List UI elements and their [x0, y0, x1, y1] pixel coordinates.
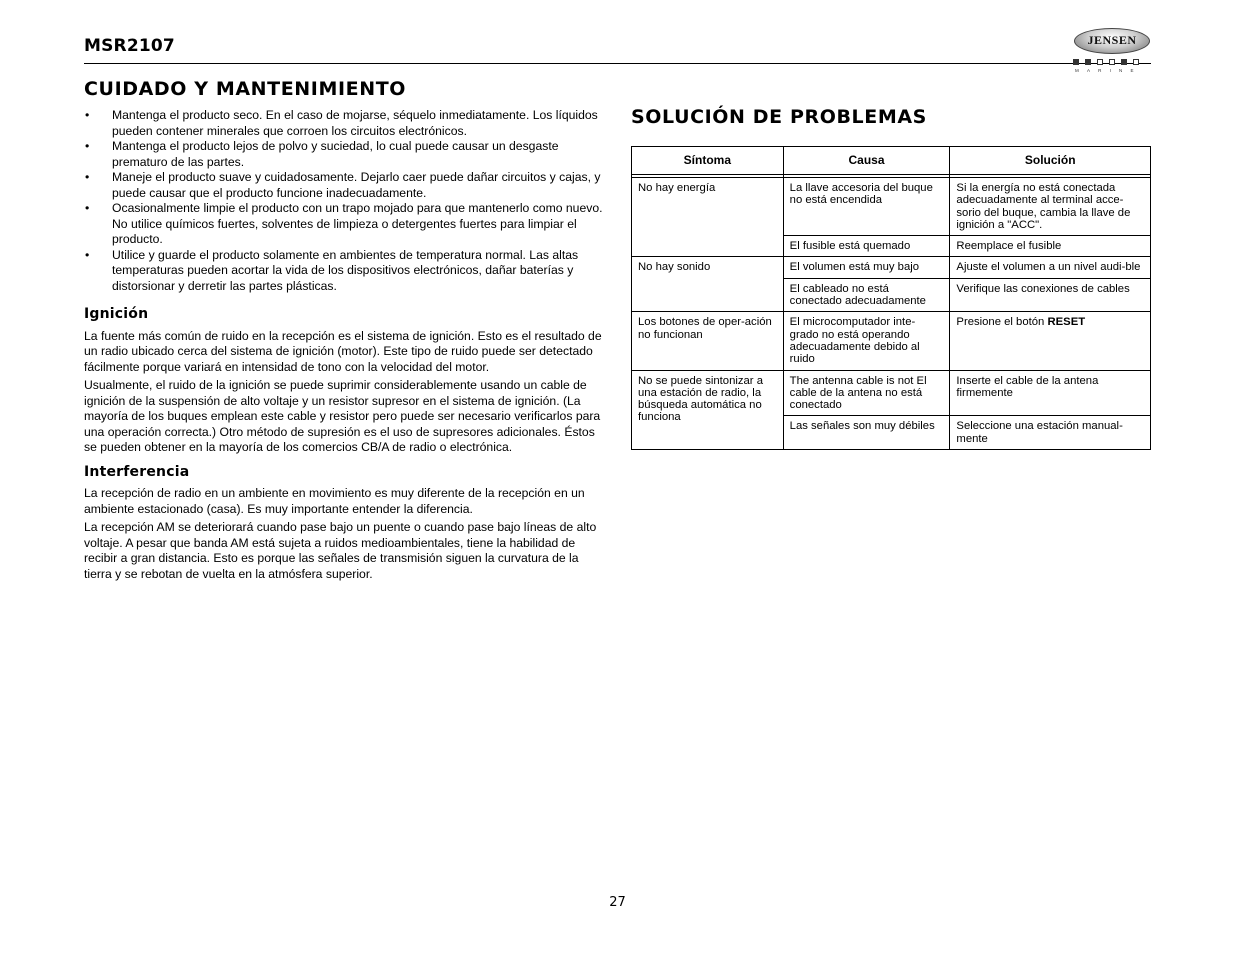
troubleshooting-table [631, 146, 1151, 450]
solution-cell: Verifique las conexiones de cables [950, 278, 1151, 312]
cause-cell: El volumen está muy bajo [783, 257, 950, 278]
table-row [632, 370, 1151, 416]
care-list-item: • Mantenga el producto seco. En el caso de mojarse, séquelo inmediatamente. Los líquidos pueden contener minerales que corroen los circuitos electrónicos. [84, 108, 604, 139]
solution-cell: Reemplace el fusible [950, 236, 1151, 257]
symptom-cell: No se puede sintonizar a una estación de radio, la búsqueda automática no funciona [632, 370, 784, 449]
logo-square [1121, 59, 1127, 65]
cause-cell: The antenna cable is not El cable de la antena no está conectado [783, 370, 950, 416]
logo-square [1109, 59, 1115, 65]
ignition-paragraph: Usualmente, el ruido de la ignición se puede suprimir considerablemente usando un cable de ignición de la suspensión de alto voltaje y un resistor supresor en el sistema de ignición. (La mayoría de los buques emplean este cable y resistor pero puede ser necesario verificarlos para una operación correcta.) Otro método de supresión es el uso de supresores adicionales. Éstos se pueden obtener en la mayoría de los comercios CB/A de radio o electrónica. [84, 378, 601, 454]
model-number: MSR2107 [84, 36, 175, 56]
troubleshooting-heading: SOLUCIÓN DE PROBLEMAS [631, 106, 927, 128]
ignition-heading: Ignición [84, 306, 149, 322]
cause-cell: El fusible está quemado [783, 236, 950, 257]
interference-section [84, 486, 604, 582]
care-list-item: • Mantenga el producto lejos de polvo y suciedad, lo cual puede causar un desgaste prematuro de las partes. [84, 139, 604, 170]
symptom-cell: No hay energía [632, 178, 784, 257]
cause-cell: El microcomputador inte-grado no está operando adecuadamente debido al ruido [783, 312, 950, 370]
logo-wordmark: JENSEN [1087, 33, 1137, 47]
interference-heading: Interferencia [84, 463, 190, 480]
logo-square [1073, 59, 1079, 65]
cause-cell: La llave accesoria del buque no está encendida [783, 178, 950, 236]
table-row [632, 257, 1151, 278]
solution-text: Presione el botón [956, 316, 1048, 329]
solution-cell: Seleccione una estación manual-mente [950, 416, 1151, 450]
interference-paragraph: La recepción de radio en un ambiente en movimiento es muy diferente de la recepción en un ambiente estacionado (casa). Es muy importante entender la diferencia. [84, 486, 585, 516]
left-column [84, 108, 604, 585]
cause-cell: Las señales son muy débiles [783, 416, 950, 450]
header-rule [84, 63, 1151, 64]
logo-square [1097, 59, 1103, 65]
solution-cell: Si la energía no está conectada adecuadamente al terminal acce-sorio del buque, cambia la llave de ignición a "ACC". [950, 178, 1151, 236]
table-header-row [632, 147, 1151, 175]
header-symptom: Síntoma [632, 147, 784, 175]
header-solution: Solución [950, 147, 1151, 175]
ignition-section [84, 329, 604, 456]
reset-label: RESET [1047, 316, 1086, 329]
symptom-cell: Los botones de oper-ación no funcionan [632, 312, 784, 370]
solution-cell: Ajuste el volumen a un nivel audi-ble [950, 257, 1151, 278]
logo-square [1085, 59, 1091, 65]
ignition-paragraph: La fuente más común de ruido en la recepción es el sistema de ignición. Esto es el resultado de un radio ubicado cerca del sistema de ignición (motor). Este tipo de ruido puede ser detectado fácilmente porque variará en intensidad de tono con la velocidad del motor. [84, 328, 602, 374]
interference-paragraph: La recepción AM se deteriorará cuando pase bajo un puente o cuando pase bajo líneas de alto voltaje. A pesar que banda AM está sujeta a ruidos medioambientales, tiene la habilidad de recibir a gran distancia. Esto es porque las señales de transmisión siguen la curvatura de la tierra y se rebotan de vuelta en la atmósfera superior. [84, 520, 597, 581]
care-list [84, 108, 604, 294]
logo-square [1133, 59, 1139, 65]
symptom-cell: No hay sonido [632, 257, 784, 312]
cause-cell: El cableado no está conectado adecuadamente [783, 278, 950, 312]
table-row [632, 178, 1151, 236]
care-list-item: • Utilice y guarde el producto solamente en ambientes de temperatura normal. Las altas temperaturas pueden acortar la vida de los dispositivos electrónicos, dañar baterías y distorsionar y derretir las partes plásticas. [84, 248, 604, 295]
header-cause: Causa [783, 147, 950, 175]
care-list-item: • Maneje el producto suave y cuidadosamente. Dejarlo caer puede dañar circuitos y cajas, y puede causar que el producto funcione inadecuadamente. [84, 170, 604, 201]
care-list-item: • Ocasionalmente limpie el producto con un trapo mojado para que mantenerlo como nuevo. No utilice químicos fuertes, solventes de limpieza o detergentes fuertes para limpiar el producto. [84, 201, 604, 248]
table-body [632, 175, 1151, 450]
page-number: 27 [609, 895, 626, 910]
care-heading: CUIDADO Y MANTENIMIENTO [84, 78, 407, 100]
logo-squares [1073, 59, 1139, 65]
solution-cell [950, 312, 1151, 370]
brand-logo [1070, 26, 1154, 76]
solution-cell: Inserte el cable de la antena firmemente [950, 370, 1151, 416]
logo-subtitle: MARINE [1075, 68, 1142, 73]
table-row [632, 312, 1151, 370]
